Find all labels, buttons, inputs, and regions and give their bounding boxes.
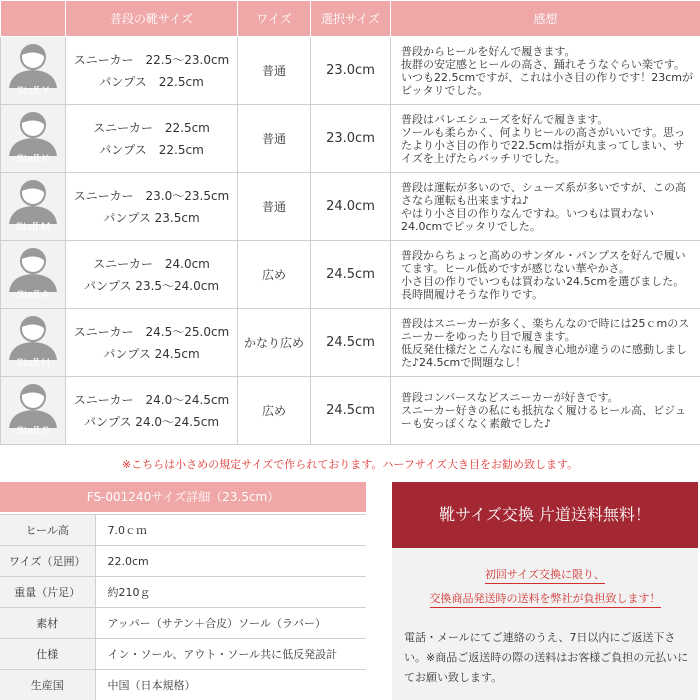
detail-row: [0, 577, 366, 608]
sneaker-size: スニーカー 23.0〜23.5cm: [73, 188, 230, 203]
pumps-size: パンプス 23.5cm: [103, 210, 200, 225]
staff-avatar-cell: [1, 37, 66, 105]
detail-key: 素材: [0, 608, 95, 639]
size-detail-title: FS-001240サイズ詳細（23.5cm）: [0, 482, 366, 512]
exchange-condition: [392, 566, 698, 582]
pumps-size: パンプス 22.5cm: [99, 142, 204, 157]
selected-size-cell: 23.0cm: [311, 37, 391, 105]
impression-cell: 普段からヒールを好んで履きます。 抜群の安定感とヒールの高さ、踊れそうなぐらい楽です。いつも22.5cmですが、これは小さ目の作りです！23cmがピッタリでした。: [391, 37, 700, 105]
staff-avatar-cell: [1, 105, 66, 173]
detail-value: 約210ｇ: [95, 577, 366, 608]
header-avatar: [1, 1, 66, 37]
exchange-panel: [392, 548, 698, 700]
staff-name: Staff K: [16, 153, 50, 165]
staff-avatar-cell: [1, 309, 66, 377]
sneaker-size: スニーカー 24.0cm: [93, 256, 210, 271]
selected-size-cell: 24.5cm: [311, 377, 391, 445]
pumps-size: パンプス 24.0〜24.5cm: [83, 414, 220, 429]
usual-size-cell: [66, 309, 238, 377]
detail-key: 重量（片足）: [0, 577, 95, 608]
usual-size-cell: [66, 377, 238, 445]
staff-name: Staff S: [16, 425, 50, 437]
header-wise: ワイズ: [238, 1, 311, 37]
table-row: [1, 105, 700, 173]
detail-key: ワイズ（足囲）: [0, 546, 95, 577]
staff-avatar-icon: [8, 176, 58, 224]
staff-avatar-icon: [8, 40, 58, 88]
detail-value: アッパー（サテン＋合皮）ソール（ラバー）: [95, 608, 366, 639]
detail-value: 中国（日本規格）: [95, 670, 366, 700]
size-detail-table: [0, 514, 366, 700]
staff-avatar-cell: [1, 173, 66, 241]
usual-size-cell: [66, 173, 238, 241]
sneaker-size: スニーカー 24.0〜24.5cm: [73, 392, 230, 407]
pumps-size: パンプス 22.5cm: [99, 74, 204, 89]
selected-size-cell: 24.5cm: [311, 241, 391, 309]
usual-size-cell: [66, 37, 238, 105]
table-row: [1, 173, 700, 241]
wise-cell: 普通: [238, 105, 311, 173]
impression-cell: 普段は運転が多いので、シューズ系が多いですが、この高さなら運転も出来ますね♪ やはり小さ目の作りなんですね。いつもは買わない24.0cmでピッタリでした。: [391, 173, 700, 241]
sneaker-size: スニーカー 24.5〜25.0cm: [73, 324, 230, 339]
size-note: ※こちらは小さめの規定サイズで作られております。ハーフサイズ大き目をお勧め致します。: [121, 458, 579, 471]
table-row: [1, 309, 700, 377]
staff-avatar-cell: [1, 377, 66, 445]
table-row: [1, 377, 700, 445]
exchange-benefit-text: 交換商品発送時の送料を弊社が負担致します！: [430, 592, 661, 608]
header-impression: 感想: [391, 1, 700, 37]
wise-cell: 普通: [238, 173, 311, 241]
detail-value: イン・ソール、アウト・ソール共に低反発設計: [95, 639, 366, 670]
selected-size-cell: 24.5cm: [311, 309, 391, 377]
impression-cell: 普段はスニーカーが多く、楽ちんなので時には25ｃmのスニーカーをゆったり目で履きます。 低反発仕様だとこんなにも履き心地が違うのに感動しました♪24.5cmで問題なし！: [391, 309, 700, 377]
selected-size-cell: 23.0cm: [311, 105, 391, 173]
staff-name: Staff H: [16, 357, 50, 369]
detail-value: 7.0ｃｍ: [95, 515, 366, 546]
staff-avatar-cell: [1, 241, 66, 309]
exchange-banner: 靴サイズ交換 片道送料無料！: [392, 482, 698, 548]
wise-cell: 広め: [238, 377, 311, 445]
impression-cell: 普段はバレエシューズを好んで履きます。 ソールも柔らかく、何よりヒールの高さがいいです。思ったより小さ目の作りで22.5cmは指が丸まってしまい、サイズを上げたらバッチリでした。: [391, 105, 700, 173]
detail-row: [0, 608, 366, 639]
sneaker-size: スニーカー 22.5cm: [93, 120, 210, 135]
staff-avatar-icon: [8, 244, 58, 292]
staff-name: Staff A: [16, 289, 50, 301]
header-selected-size: 選択サイズ: [311, 1, 391, 37]
exchange-description: 電話・メールにてご連絡のうえ、7日以内にご返送下さい。※商品ご返送時の際の送料はお客様ご負担の元払いにてお願い致します。: [404, 631, 689, 684]
sneaker-size: スニーカー 22.5〜23.0cm: [73, 52, 230, 67]
staff-name: Staff M: [15, 221, 51, 233]
staff-table-header: [1, 1, 700, 37]
detail-row: [0, 670, 366, 700]
staff-avatar-icon: [8, 312, 58, 360]
staff-avatar-icon: [8, 108, 58, 156]
exchange-condition-text: 初回サイズ交換に限り、: [485, 568, 605, 584]
exchange-benefit: [392, 590, 698, 606]
wise-cell: 広め: [238, 241, 311, 309]
detail-key: ヒール高: [0, 515, 95, 546]
usual-size-cell: [66, 105, 238, 173]
impression-cell: 普段コンバースなどスニーカーが好きです。 スニーカー好きの私にも抵抗なく履けるヒール高、ビジューも安っぽくなく素敵でした♪: [391, 377, 700, 445]
table-row: [1, 241, 700, 309]
wise-cell: かなり広め: [238, 309, 311, 377]
selected-size-cell: 24.0cm: [311, 173, 391, 241]
detail-key: 仕様: [0, 639, 95, 670]
staff-name: Staff Y: [16, 85, 50, 97]
detail-row: [0, 546, 366, 577]
detail-row: [0, 515, 366, 546]
wise-cell: 普通: [238, 37, 311, 105]
staff-avatar-icon: [8, 380, 58, 428]
pumps-size: パンプス 24.5cm: [103, 346, 200, 361]
table-row: [1, 37, 700, 105]
impression-cell: 普段からちょっと高めのサンダル・パンプスを好んで履いてます。ヒール低めですが感じない華やかさ。 小さ目の作りでいつもは買わない24.5cmを選びました。長時間履けそうな作りです。: [391, 241, 700, 309]
usual-size-cell: [66, 241, 238, 309]
detail-key: 生産国: [0, 670, 95, 700]
header-usual-size: 普段の靴サイズ: [66, 1, 238, 37]
detail-value: 22.0cm: [95, 546, 366, 577]
pumps-size: パンプス 23.5〜24.0cm: [83, 278, 220, 293]
detail-row: [0, 639, 366, 670]
